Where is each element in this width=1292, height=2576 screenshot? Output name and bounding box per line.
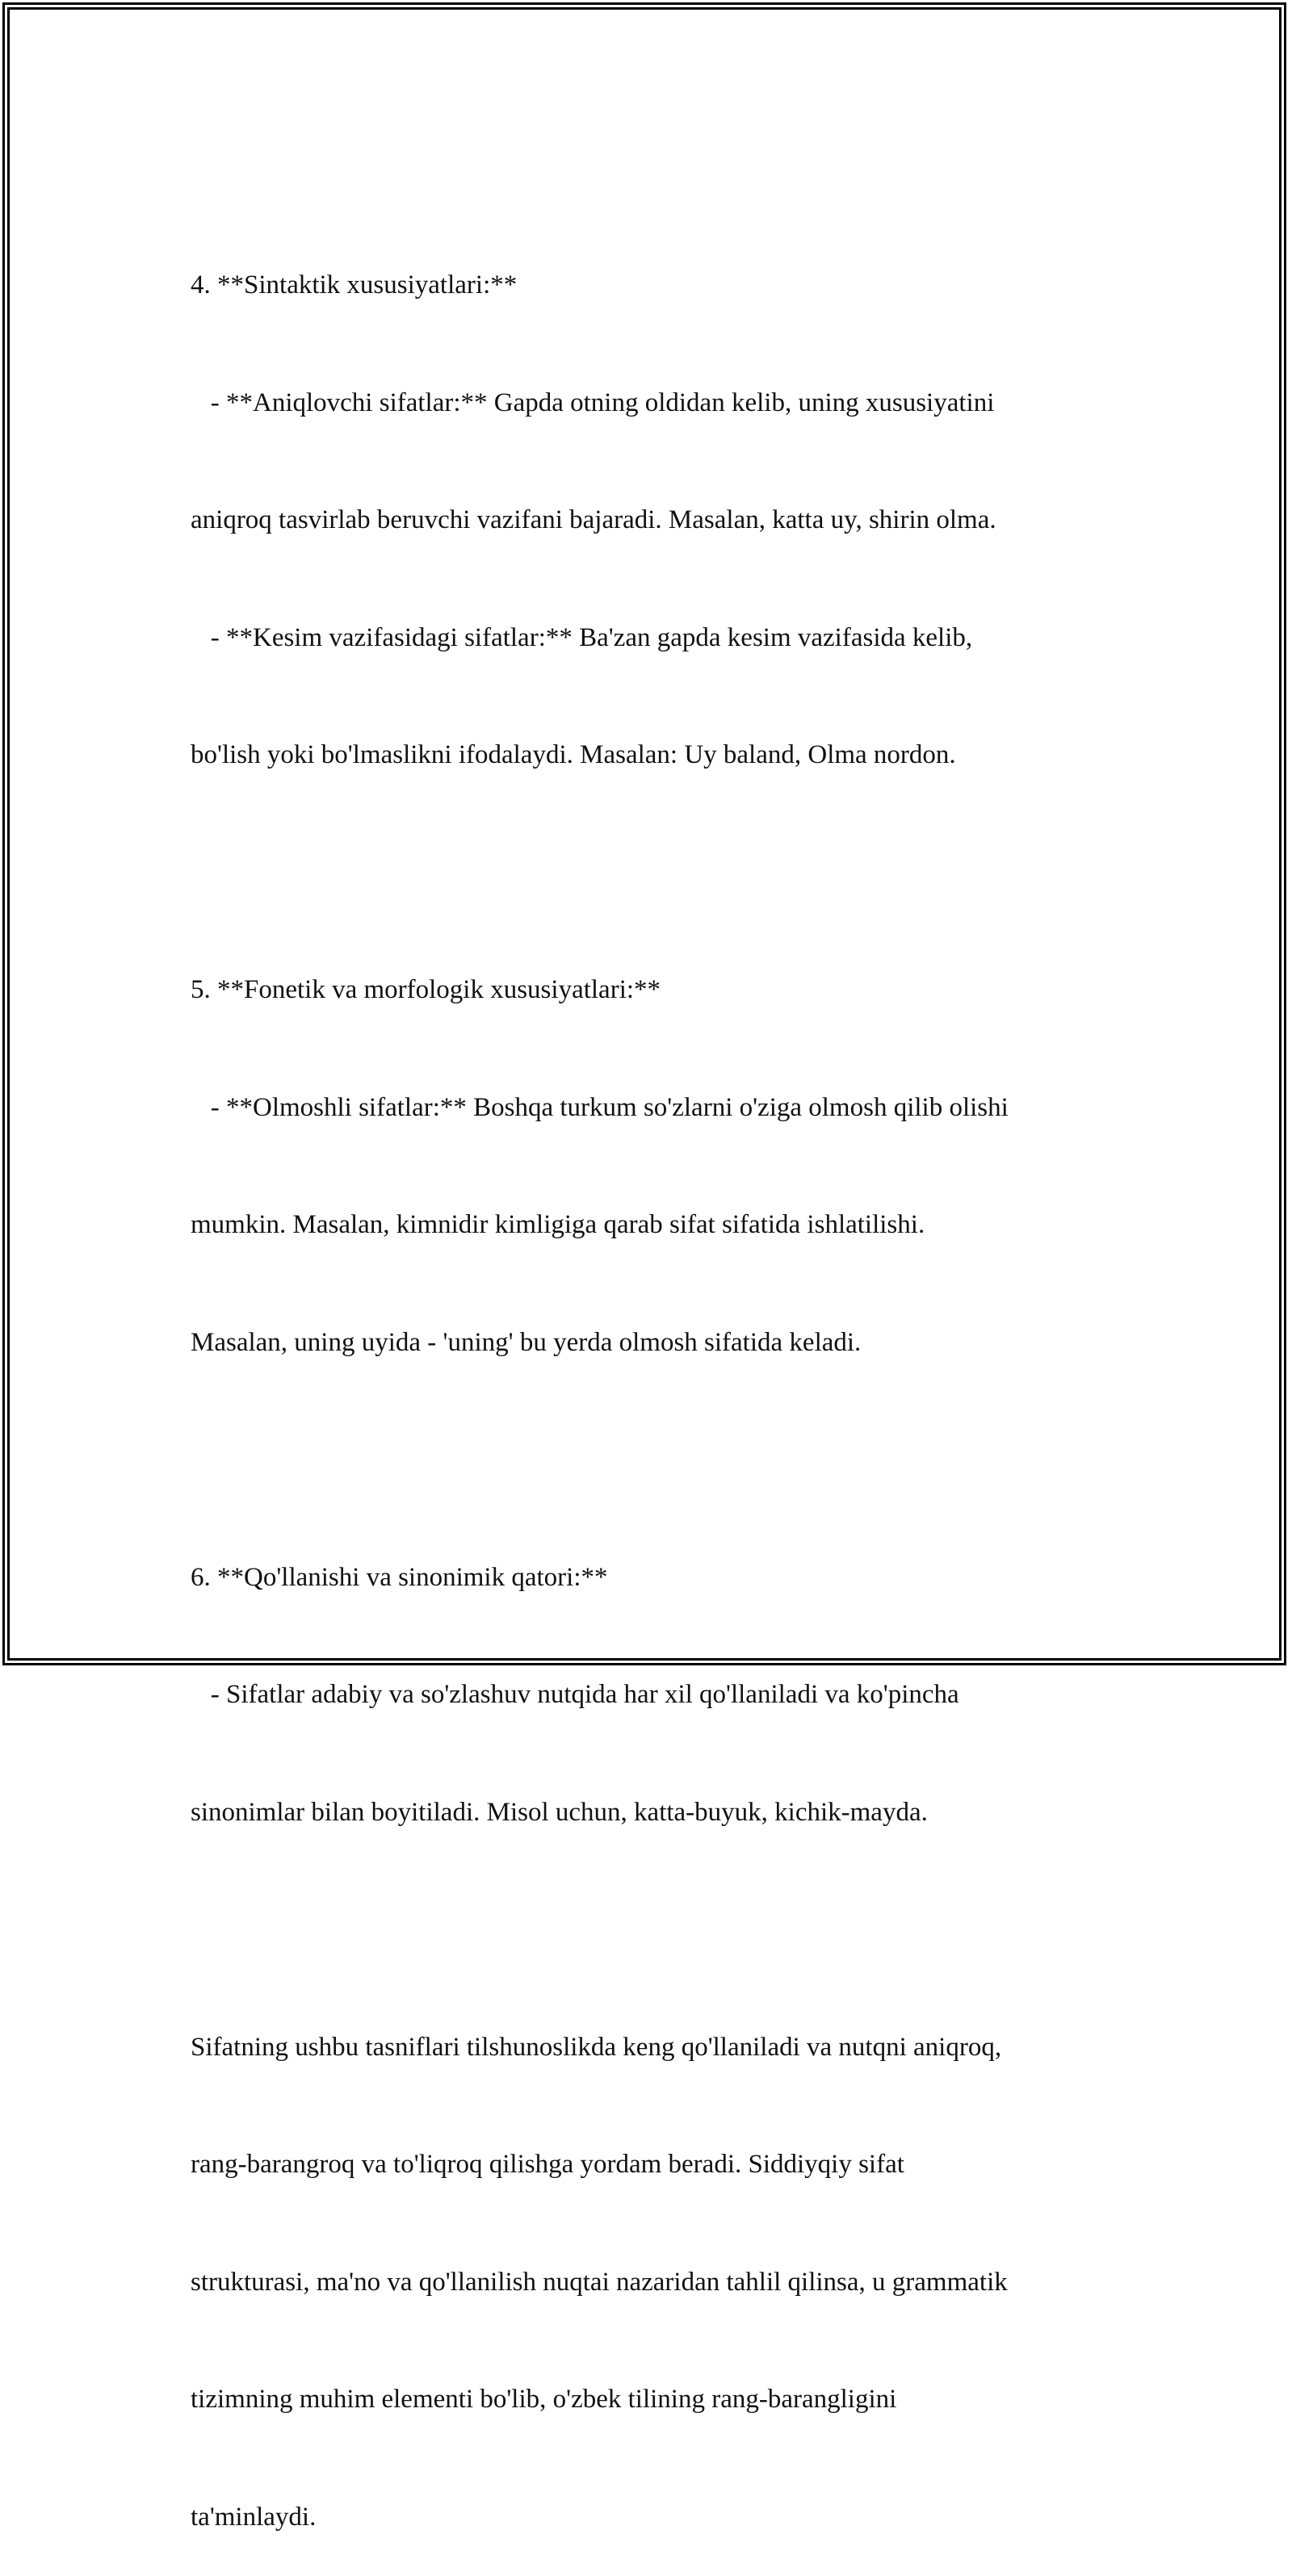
conclusion-line: strukturasi, ma'no va qo'llanilish nuqtai nazaridan tahlil qilinsa, u grammatik: [191, 2267, 1008, 2297]
conclusion-line: rang-barangroq va to'liqroq qilishga yordam beradi. Siddiyqiy sifat: [191, 2150, 904, 2179]
text-line: aniqroq tasvirlab beruvchi vazifani bajaradi. Masalan, katta uy, shirin olma.: [191, 505, 996, 534]
text-line: - **Aniqlovchi sifatlar:** Gapda otning oldidan kelib, uning xususiyatini: [191, 387, 995, 417]
heading-sintaktik: 4. **Sintaktik xususiyatlari:**: [191, 270, 518, 299]
blank-line: [191, 1910, 1143, 1950]
text-line: bo'lish yoki bo'lmaslikni ifodalaydi. Masalan: Uy baland, Olma nordon.: [191, 740, 956, 769]
heading-qollanishi: 6. **Qo'llanishi va sinonimik qatori:**: [191, 1562, 608, 1592]
blank-line: [191, 1440, 1143, 1480]
text-line: mumkin. Masalan, kimnidir kimligiga qarab sifat sifatida ishlatilishi.: [191, 1210, 925, 1239]
conclusion-line: tizimning muhim elementi bo'lib, o'zbek tilining rang-barangligini: [191, 2385, 897, 2414]
conclusion-line: Sifatning ushbu tasniflari tilshunoslikda keng qo'llaniladi va nutqni aniqroq,: [191, 2032, 1002, 2062]
text-line: sinonimlar bilan boyitiladi. Misol uchun, katta-buyuk, kichik-mayda.: [191, 1797, 928, 1827]
text-line: - Sifatlar adabiy va so'zlashuv nutqida har xil qo'llaniladi va ko'pincha: [191, 1680, 959, 1709]
heading-fonetik: 5. **Fonetik va morfologik xususiyatlari:**: [191, 975, 661, 1004]
text-line: Masalan, uning uyida - 'uning' bu yerda olmosh sifatida keladi.: [191, 1327, 862, 1357]
text-line: - **Olmoshli sifatlar:** Boshqa turkum so'zlarni o'ziga olmosh qilib olishi: [191, 1092, 1009, 1122]
text-line: - **Kesim vazifasidagi sifatlar:** Ba'zan gapda kesim vazifasida kelib,: [191, 622, 973, 652]
conclusion-line: ta'minlaydi.: [191, 2502, 317, 2532]
blank-line: [191, 853, 1143, 893]
document-body: [191, 187, 1143, 2576]
